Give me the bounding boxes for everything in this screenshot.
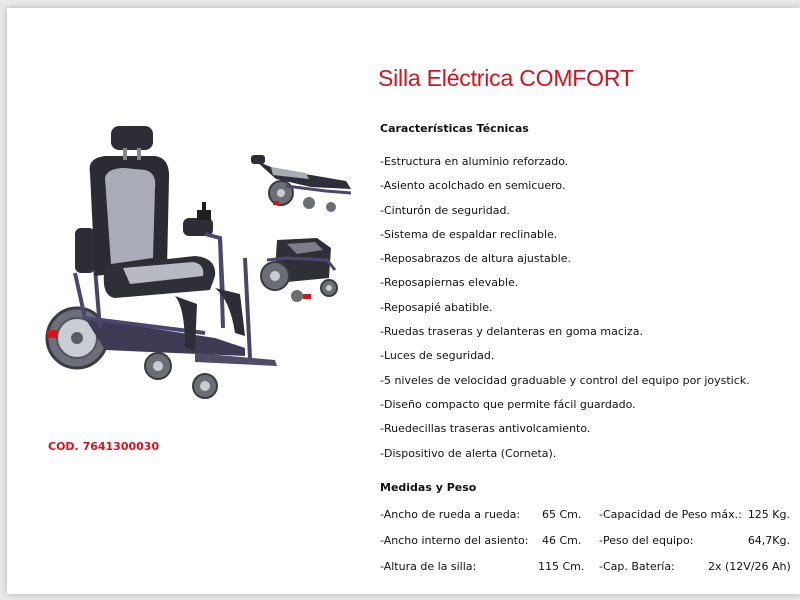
feature-item: -Luces de seguridad.	[380, 349, 495, 363]
features-heading: Características Técnicas	[380, 122, 529, 135]
measure-label: -Ancho interno del asiento:	[380, 534, 529, 547]
feature-item: -Cinturón de seguridad.	[380, 203, 510, 217]
feature-item: -Reposabrazos de altura ajustable.	[380, 252, 571, 266]
feature-item: -5 niveles de velocidad graduable y control del equipo por joystick.	[380, 373, 750, 387]
feature-item: -Dispositivo de alerta (Corneta).	[380, 446, 557, 460]
measure-label: -Altura de la silla:	[380, 560, 477, 573]
measures-heading: Medidas y Peso	[380, 481, 477, 494]
feature-item: -Asiento acolchado en semicuero.	[380, 179, 566, 193]
feature-list	[380, 152, 750, 468]
wheelchair-main-image	[45, 118, 285, 408]
feature-item: -Ruedecillas traseras antivolcamiento.	[380, 422, 591, 436]
feature-item: -Diseño compacto que permite fácil guardado.	[380, 397, 636, 411]
measure-value: 125 Kg.	[747, 508, 790, 521]
measure-value: 46 Cm.	[542, 534, 582, 547]
product-sheet	[7, 8, 800, 594]
measure-label: -Cap. Batería:	[599, 560, 675, 573]
feature-item: -Estructura en aluminio reforzado.	[380, 155, 569, 168]
measure-label: -Capacidad de Peso máx.:	[599, 508, 742, 521]
measure-value: 65 Cm.	[542, 508, 582, 521]
product-code: COD. 7641300030	[48, 440, 160, 453]
measure-label: -Ancho de rueda a rueda:	[380, 508, 521, 521]
measure-value: 115 Cm.	[538, 560, 585, 573]
measure-value: 2x (12V/26 Ah)	[708, 560, 791, 573]
wheelchair-reclined-image	[251, 151, 359, 216]
wheelchair-folded-image	[257, 230, 343, 305]
measure-value: 64,7Kg.	[747, 534, 790, 547]
feature-item: -Sistema de espaldar reclinable.	[380, 227, 558, 241]
feature-item: -Reposapiernas elevable.	[380, 276, 519, 290]
measure-label: -Peso del equipo:	[599, 534, 694, 547]
product-title: Silla Eléctrica COMFORT	[378, 65, 634, 91]
feature-item: -Reposapié abatible.	[380, 300, 493, 314]
feature-item: -Ruedas traseras y delanteras en goma maciza.	[380, 325, 643, 339]
